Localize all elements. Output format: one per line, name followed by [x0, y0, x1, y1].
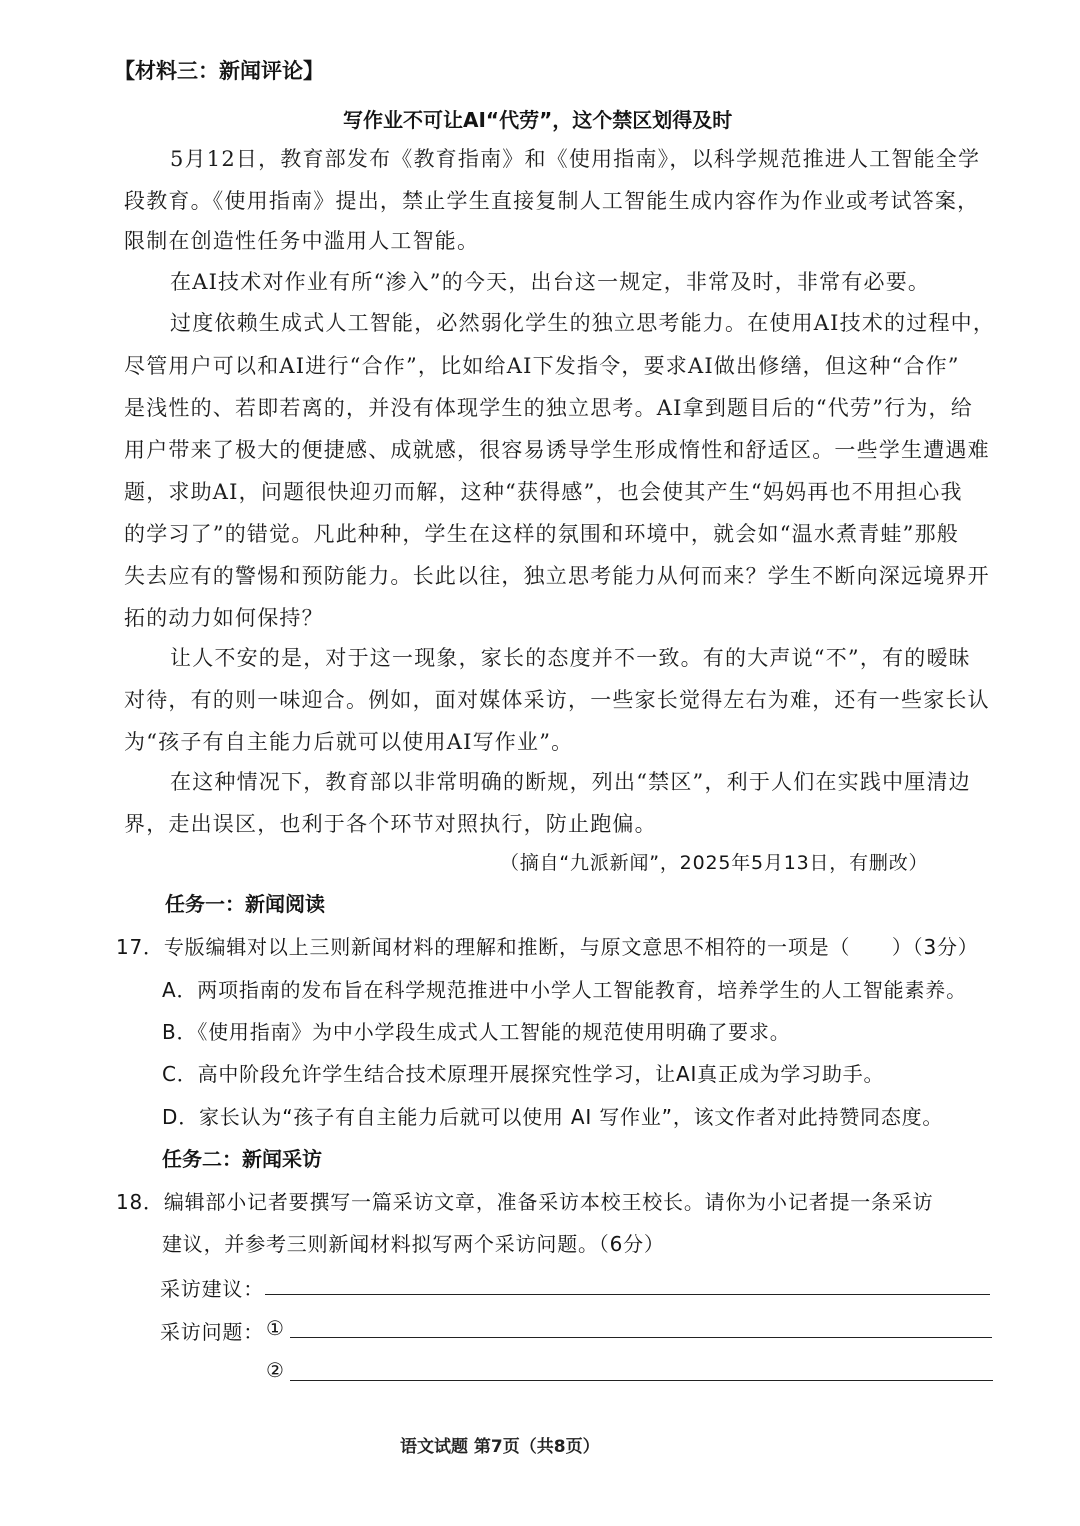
article-line: 用户带来了极大的便捷感、成就感，很容易诱导学生形成惰性和舒适区。一些学生遭遇难 [124, 438, 990, 462]
page-footer: 语文试题 第7页（共8页） [400, 1437, 600, 1457]
question-2-marker: ② [266, 1358, 285, 1382]
q18-line1: 18．编辑部小记者要撰写一篇采访文章，准备采访本校王校长。请你为小记者提一条采访 [116, 1190, 934, 1214]
q17-option-a: A．两项指南的发布旨在科学规范推进中小学人工智能教育，培养学生的人工智能素养。 [162, 978, 967, 1002]
suggestion-label: 采访建议： [160, 1277, 264, 1301]
q17-option-c: C．高中阶段允许学生结合技术原理开展探究性学习，让AI真正成为学习助手。 [162, 1062, 885, 1086]
article-line: 拓的动力如何保持？ [124, 606, 324, 630]
article-line: 让人不安的是，对于这一现象，家长的态度并不一致。有的大声说“不”，有的暧昧 [170, 646, 971, 670]
q17-option-b: B．《使用指南》为中小学段生成式人工智能的规范使用明确了要求。 [162, 1020, 791, 1044]
article-line: 限制在创造性任务中滥用人工智能。 [124, 229, 480, 253]
article-line: 5月12日，教育部发布《教育指南》和《使用指南》，以科学规范推进人工智能全学 [170, 147, 981, 171]
material-label: 【材料三：新闻评论】 [114, 59, 324, 83]
article-line: 段教育。《使用指南》提出，禁止学生直接复制人工智能生成内容作为作业或考试答案， [124, 189, 980, 213]
article-line: 失去应有的警惕和预防能力。长此以往，独立思考能力从何而来？学生不断向深远境界开 [124, 564, 990, 588]
question-1-answer-line[interactable] [290, 1337, 992, 1338]
article-line: 为“孩子有自主能力后就可以使用AI写作业”。 [124, 730, 574, 754]
q17-option-d: D．家长认为“孩子有自主能力后就可以使用 AI 写作业”，该文作者对此持赞同态度。 [162, 1105, 944, 1129]
article-line: 在AI技术对作业有所“渗入”的今天，出台这一规定，非常及时，非常有必要。 [170, 270, 931, 294]
article-line: 题，求助AI，问题很快迎刃而解，这种“获得感”，也会使其产生“妈妈再也不用担心我 [124, 480, 963, 504]
question-2-answer-line[interactable] [290, 1380, 993, 1381]
article-line: 界，走出误区，也利于各个环节对照执行，防止跑偏。 [124, 812, 657, 836]
article-line: 尽管用户可以和AI进行“合作”，比如给AI下发指令，要求AI做出修缮，但这种“合作” [124, 354, 960, 378]
article-line: 对待，有的则一味迎合。例如，面对媒体采访，一些家长觉得左右为难，还有一些家长认 [124, 688, 990, 712]
suggestion-answer-line[interactable] [265, 1294, 990, 1295]
q17-stem: 17．专版编辑对以上三则新闻材料的理解和推断，与原文意思不相符的一项是（ ）（3分） [116, 935, 979, 959]
article-line: 过度依赖生成式人工智能，必然弱化学生的独立思考能力。在使用AI技术的过程中， [170, 311, 996, 335]
q18-line2: 建议，并参考三则新闻材料拟写两个采访问题。（6分） [162, 1232, 665, 1256]
article-line: 的学习了”的错觉。凡此种种，学生在这样的氛围和环境中，就会如“温水煮青蛙”那般 [124, 522, 960, 546]
questions-label: 采访问题： [160, 1320, 264, 1344]
article-line: 是浅性的、若即若离的，并没有体现学生的独立思考。AI拿到题目后的“代劳”行为，给 [124, 396, 973, 420]
article-title: 写作业不可让AI“代劳”，这个禁区划得及时 [343, 108, 733, 132]
article-source: （摘自“九派新闻”，2025年5月13日，有删改） [500, 852, 929, 874]
question-1-marker: ① [266, 1316, 285, 1340]
task2-label: 任务二：新闻采访 [162, 1147, 322, 1171]
task1-label: 任务一：新闻阅读 [165, 892, 325, 916]
article-line: 在这种情况下，教育部以非常明确的断规，列出“禁区”，利于人们在实践中厘清边 [170, 770, 971, 794]
